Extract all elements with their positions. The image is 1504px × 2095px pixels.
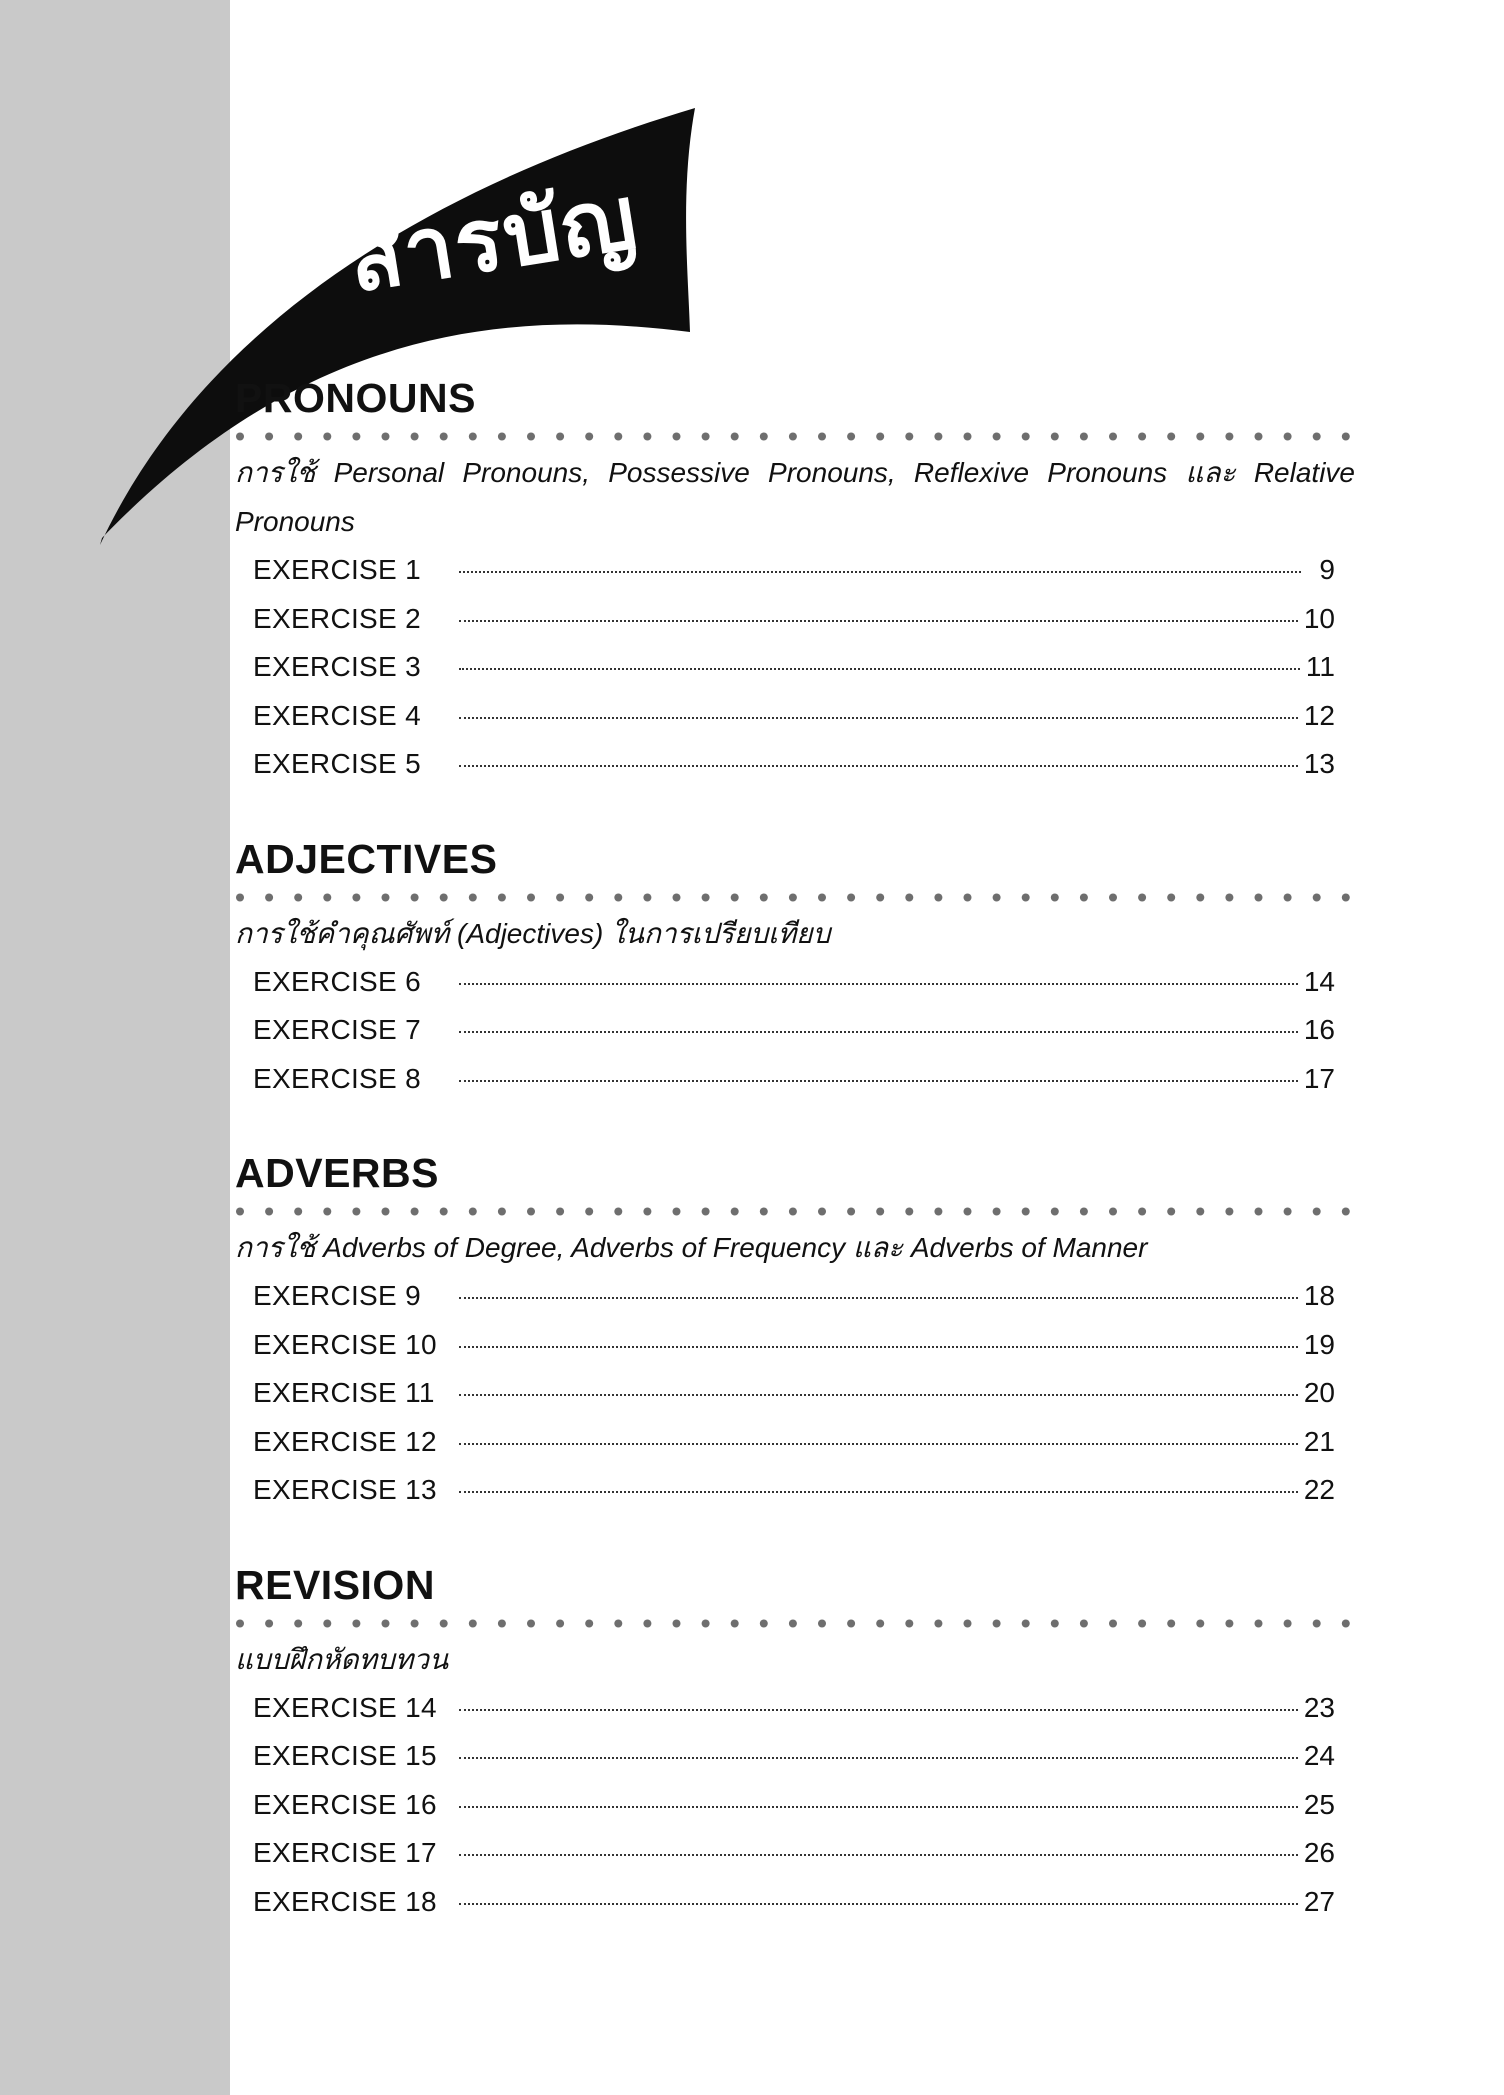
entry-label: EXERCISE 12 bbox=[253, 1425, 437, 1457]
toc-entry[interactable] bbox=[235, 1474, 1355, 1523]
toc-section bbox=[235, 1150, 1355, 1523]
entry-page-number: 27 bbox=[1303, 1885, 1335, 1917]
entry-label: EXERCISE 17 bbox=[253, 1837, 437, 1868]
entry-page-number: 9 bbox=[1319, 554, 1335, 585]
dot-leader bbox=[459, 717, 1298, 719]
toc-section bbox=[235, 375, 1355, 797]
entry-label: EXERCISE 7 bbox=[253, 1014, 421, 1045]
entry-page-number: 26 bbox=[1303, 1837, 1335, 1868]
entry-label: EXERCISE 6 bbox=[253, 965, 421, 997]
dot-leader bbox=[459, 1297, 1298, 1299]
dot-leader bbox=[459, 765, 1298, 767]
entry-label: EXERCISE 10 bbox=[253, 1328, 437, 1360]
toc-entry[interactable] bbox=[235, 1280, 1355, 1329]
toc-entry[interactable] bbox=[235, 1426, 1355, 1475]
dot-leader bbox=[459, 1491, 1298, 1493]
entry-page-number: 23 bbox=[1303, 1691, 1335, 1723]
dot-leader bbox=[459, 1854, 1298, 1856]
entry-label: EXERCISE 15 bbox=[253, 1740, 437, 1771]
entry-page-number: 20 bbox=[1303, 1377, 1335, 1408]
entry-label: EXERCISE 4 bbox=[253, 699, 421, 731]
entry-page-number: 17 bbox=[1303, 1062, 1335, 1094]
dot-leader bbox=[459, 1346, 1298, 1348]
entry-page-number: 10 bbox=[1303, 602, 1335, 634]
dot-leader bbox=[459, 1757, 1298, 1759]
toc-entry[interactable] bbox=[235, 1014, 1355, 1063]
toc-entry[interactable] bbox=[235, 1692, 1355, 1741]
dot-leader bbox=[459, 668, 1300, 670]
toc-entry[interactable] bbox=[235, 1886, 1355, 1935]
entry-page-number: 22 bbox=[1303, 1474, 1335, 1505]
entry-page-number: 24 bbox=[1303, 1740, 1335, 1771]
entry-list bbox=[235, 554, 1355, 797]
section-title: ADJECTIVES bbox=[235, 835, 498, 882]
entry-label: EXERCISE 2 bbox=[253, 602, 421, 634]
toc-entry[interactable] bbox=[235, 1377, 1355, 1426]
toc-entry[interactable] bbox=[235, 1063, 1355, 1112]
entry-label: EXERCISE 14 bbox=[253, 1691, 437, 1723]
toc-entry[interactable] bbox=[235, 1329, 1355, 1378]
entry-page-number: 16 bbox=[1303, 1014, 1335, 1045]
entry-page-number: 12 bbox=[1303, 699, 1335, 731]
section-title: REVISION bbox=[235, 1561, 435, 1608]
dotted-divider bbox=[235, 1206, 1355, 1217]
dotted-divider bbox=[235, 431, 1355, 442]
dot-leader bbox=[459, 1443, 1298, 1445]
entry-page-number: 13 bbox=[1303, 748, 1335, 779]
entry-label: EXERCISE 18 bbox=[253, 1885, 437, 1917]
entry-label: EXERCISE 9 bbox=[253, 1280, 421, 1311]
toc-entry[interactable] bbox=[235, 1837, 1355, 1886]
dot-leader bbox=[459, 1031, 1298, 1033]
dot-leader bbox=[459, 1806, 1298, 1808]
entry-list bbox=[235, 1692, 1355, 1935]
entry-label: EXERCISE 16 bbox=[253, 1788, 437, 1820]
entry-page-number: 14 bbox=[1303, 965, 1335, 997]
toc-entry[interactable] bbox=[235, 651, 1355, 700]
toc-section bbox=[235, 1561, 1355, 1935]
entry-page-number: 21 bbox=[1303, 1425, 1335, 1457]
toc-entry[interactable] bbox=[235, 966, 1355, 1015]
dot-leader bbox=[459, 1080, 1298, 1082]
entry-label: EXERCISE 11 bbox=[253, 1377, 435, 1408]
entry-label: EXERCISE 3 bbox=[253, 651, 421, 682]
section-description: การใช้ Adverbs of Degree, Adverbs of Frequency และ Adverbs of Manner bbox=[235, 1232, 1148, 1263]
toc-entry[interactable] bbox=[235, 700, 1355, 749]
entry-list bbox=[235, 966, 1355, 1112]
toc-entry[interactable] bbox=[235, 603, 1355, 652]
entry-page-number: 11 bbox=[1305, 651, 1335, 682]
dotted-divider bbox=[235, 1618, 1355, 1629]
entry-page-number: 25 bbox=[1303, 1788, 1335, 1820]
section-description: การใช้ Personal Pronouns, Possessive Pronouns, Reflexive Pronouns และ Relative Pronouns bbox=[235, 457, 1355, 537]
section-description: การใช้คำคุณศัพท์ (Adjectives) ในการเปรียบเทียบ bbox=[235, 917, 831, 949]
entry-page-number: 18 bbox=[1303, 1280, 1335, 1311]
toc-section bbox=[235, 835, 1355, 1112]
entry-label: EXERCISE 13 bbox=[253, 1474, 437, 1505]
dot-leader bbox=[459, 1709, 1298, 1711]
toc-entry[interactable] bbox=[235, 554, 1355, 603]
toc-entry[interactable] bbox=[235, 1740, 1355, 1789]
section-description: แบบฝึกหัดทบทวน bbox=[235, 1643, 449, 1675]
table-of-contents bbox=[235, 375, 1355, 1976]
section-title: ADVERBS bbox=[235, 1150, 439, 1196]
entry-label: EXERCISE 8 bbox=[253, 1062, 421, 1094]
entry-label: EXERCISE 5 bbox=[253, 748, 421, 779]
page-title: สารบัญ bbox=[341, 164, 645, 313]
dot-leader bbox=[459, 620, 1298, 622]
dotted-divider bbox=[235, 892, 1355, 903]
dot-leader bbox=[459, 983, 1298, 985]
section-title: PRONOUNS bbox=[235, 375, 476, 421]
entry-label: EXERCISE 1 bbox=[253, 554, 421, 585]
dot-leader bbox=[459, 571, 1301, 573]
entry-page-number: 19 bbox=[1303, 1328, 1335, 1360]
toc-entry[interactable] bbox=[235, 748, 1355, 797]
dot-leader bbox=[459, 1394, 1298, 1396]
dot-leader bbox=[459, 1903, 1298, 1905]
entry-list bbox=[235, 1280, 1355, 1523]
toc-entry[interactable] bbox=[235, 1789, 1355, 1838]
